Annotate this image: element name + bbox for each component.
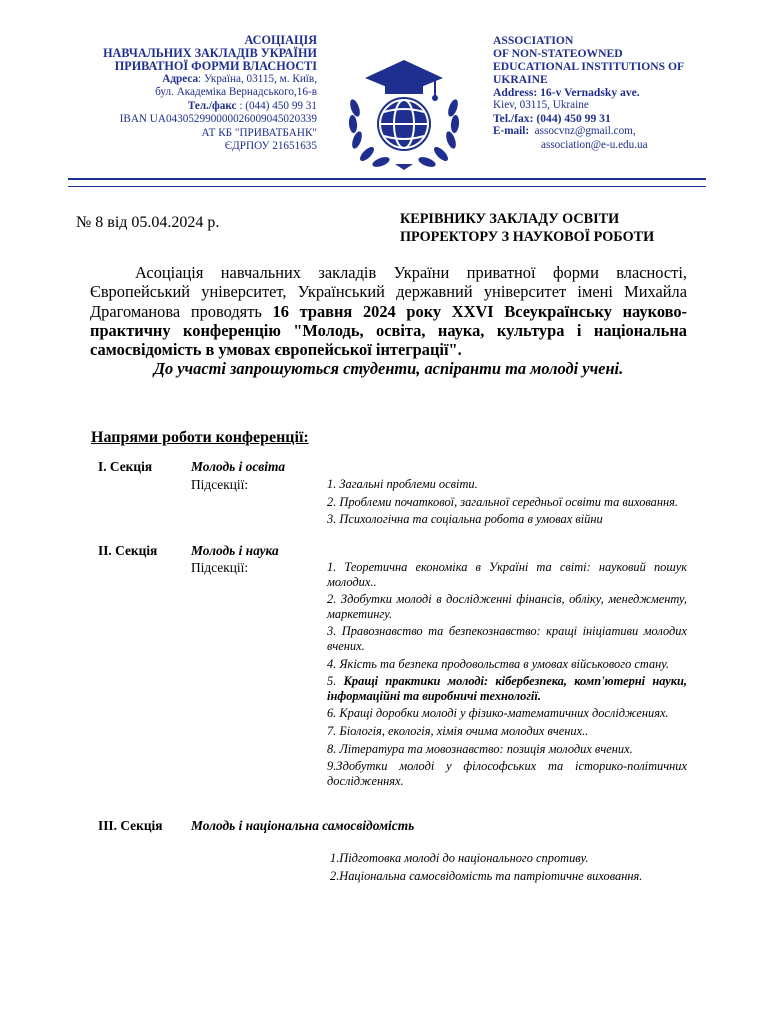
section-2-subsections-label: Підсекції:	[191, 560, 249, 575]
section-3-items	[330, 851, 688, 886]
email-link-2[interactable]: association@e-u.edu.ua	[541, 138, 648, 151]
header-right	[493, 34, 743, 152]
section-3-name: III. Секція	[98, 818, 163, 833]
list-item: 3. Психологічна та соціальна робота в умовах війни	[327, 512, 603, 527]
section-2-title: Молодь і наука	[191, 543, 279, 558]
letter-reference: № 8 від 05.04.2024 р.	[76, 214, 220, 231]
directions-title: Напрями роботи конференції:	[91, 429, 309, 446]
tel-uk: Тел./факс : (044) 450 99 31	[187, 99, 317, 112]
org-name-en-4: UKRAINE	[493, 73, 548, 86]
section-1-title: Молодь і освіта	[191, 459, 286, 474]
iban: IBAN UA043052990000026009045020339	[119, 113, 317, 126]
invitation: До участі запрошуються студенти, аспіранти та молоді учені.	[153, 359, 624, 379]
list-item: 3. Правознавство та безпекознавство: кращі ініціативи молодих вчених.	[327, 624, 687, 653]
header-left	[60, 34, 317, 153]
section-1-name: I. Секція	[98, 459, 153, 474]
org-name-uk-1: АСОЦІАЦІЯ	[244, 33, 317, 47]
list-item: 5. Кращі практики молоді: кібербезпека, комп'ютерні науки, інформаційні та виробничі технології.	[327, 674, 687, 703]
body-paragraph: Асоціація навчальних закладів України приватної форми власності, Європейський університет, Український державний університет імені Михайла Драгоманова проводять 16 травня 2024 року XXVI Всеукраїнську науково-практичну конференцію "Молодь, освіта, наука, культура і національна самосвідомість в умовах європейської інтеграції".	[90, 263, 687, 360]
list-item: 4. Якість та безпека продовольства в умовах військового стану.	[327, 656, 670, 671]
tel-en: Tel./fax: (044) 450 99 31	[493, 112, 611, 126]
org-name-en-3: EDUCATIONAL INSTITUTIONS OF	[493, 60, 685, 73]
address-en: Address: 16-v Vernadsky ave.	[493, 86, 640, 99]
header-divider-thin	[68, 186, 706, 187]
list-item: 2.Національна самосвідомість та патріотичне виховання.	[330, 868, 643, 883]
addressee: КЕРІВНИКУ ЗАКЛАДУ ОСВІТИ ПРОРЕКТОРУ З НАУКОВОЇ РОБОТИ	[400, 211, 655, 245]
address-uk-2: бул. Академіка Вернадського,16-в	[155, 86, 317, 99]
list-item: 1. Загальні проблеми освіти.	[327, 477, 478, 491]
list-item: 8. Література та мовознавство: позиція молодих вчених.	[327, 741, 633, 756]
list-item: 2. Проблеми початкової, загальної середньої освіти та виховання.	[327, 494, 679, 509]
letter-body	[90, 263, 687, 379]
section-3-title: Молодь і національна самосвідомість	[191, 818, 415, 833]
section-2-name: II. Секція	[98, 543, 158, 558]
city-en: Kiev, 03115, Ukraine	[493, 99, 589, 111]
section-1-items	[327, 477, 687, 530]
header-divider-thick	[68, 178, 706, 180]
list-item: 7. Біологія, екологія, хімія очима молодих вчених..	[327, 723, 589, 738]
section-1-subsections-label: Підсекції:	[191, 477, 249, 492]
list-item: 1.Підготовка молоді до національного спротиву.	[330, 851, 589, 865]
org-name-uk-2: НАВЧАЛЬНИХ ЗАКЛАДІВ УКРАЇНИ	[103, 46, 317, 60]
list-item: 1. Теоретична економіка в Україні та світі: науковий пошук молодих..	[327, 560, 687, 589]
org-name-en-2: OF NON-STATEOWNED	[493, 47, 623, 60]
org-name-uk-3: ПРИВАТНОЇ ФОРМИ ВЛАСНОСТІ	[114, 59, 317, 73]
list-item: 9.Здобутки молоді у філософських та історико-політичних дослідженнях.	[327, 759, 687, 788]
bank: АТ КБ "ПРИВАТБАНК"	[201, 126, 317, 139]
email-row: E-mail: assocvnz@gmail.com,	[493, 125, 636, 138]
section-2-items	[327, 560, 687, 791]
list-item: 6. Кращі доробки молоді у фізико-математичних досліджениях.	[327, 706, 669, 721]
email-link-1[interactable]: assocvnz@gmail.com,	[534, 125, 636, 138]
edrpou: ЄДРПОУ 21651635	[224, 140, 317, 153]
list-item: 2. Здобутки молоді в дослідженні фінансів, обліку, менеджменту, маркетингу.	[327, 592, 687, 621]
org-name-en-1: ASSOCIATION	[493, 34, 574, 47]
address-uk-1: Адреса: Україна, 03115, м. Київ,	[162, 73, 317, 85]
association-logo	[335, 44, 473, 172]
